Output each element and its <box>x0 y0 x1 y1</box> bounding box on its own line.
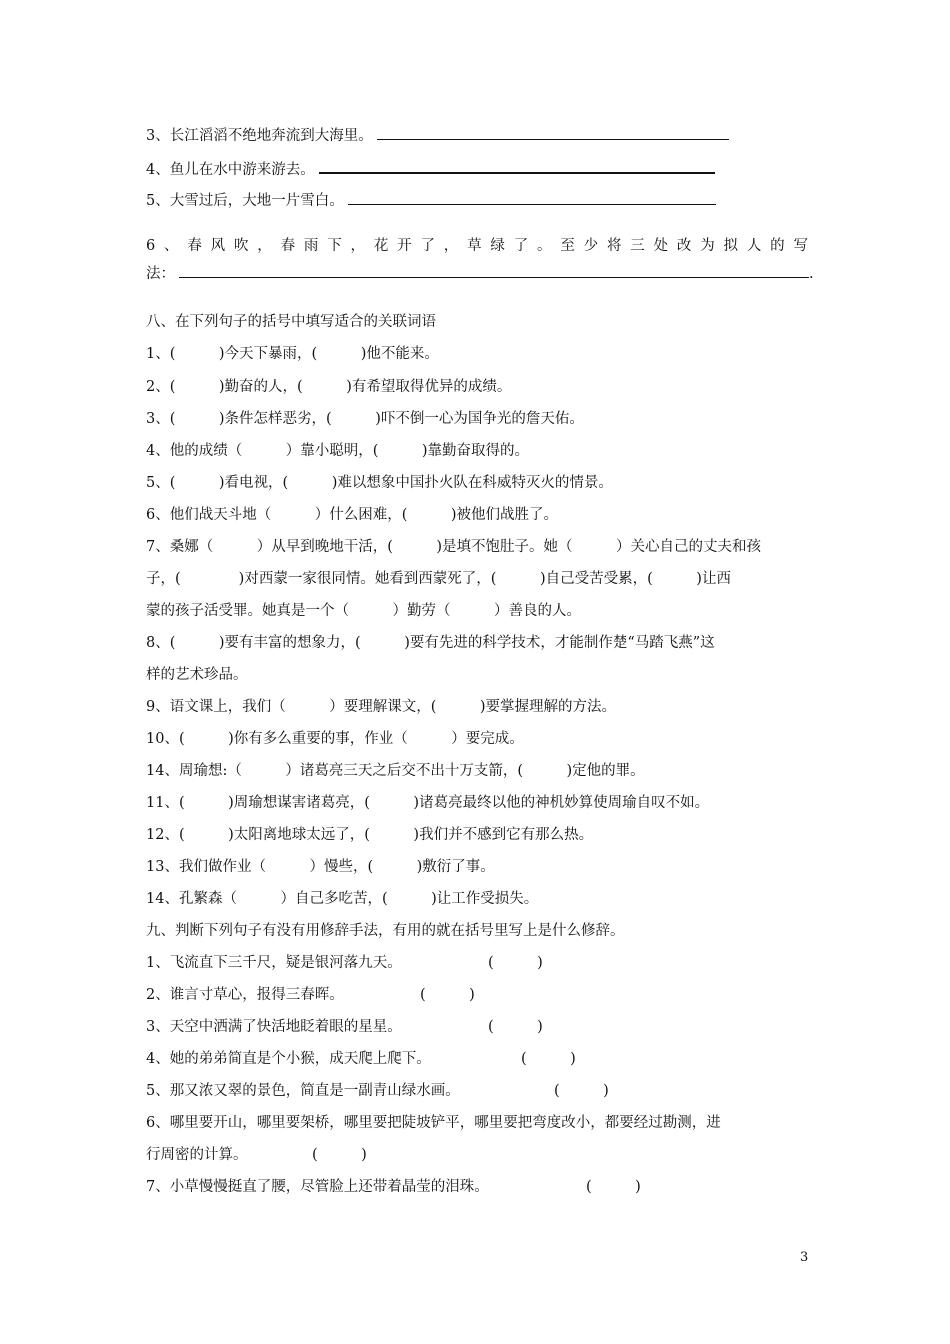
char: 处 <box>653 238 669 254</box>
question-7-3 <box>146 125 729 146</box>
char: 少 <box>583 238 599 254</box>
char: 下 <box>327 238 342 254</box>
fill-item: 3、( )条件怎样恶劣，( )吓不倒一心为国争光的詹天佑。 <box>146 411 584 427</box>
fill-item: 1、( )今天下暴雨，( )他不能来。 <box>146 346 439 362</box>
char: 花 <box>373 238 389 254</box>
question-text: 2、谁言寸草心，报得三春晖。 <box>146 987 344 1003</box>
question-text: 5、大雪过后，大地一片雪白。 <box>146 193 344 209</box>
fill-item: 子，( )对西蒙一家很同情。她看到西蒙死了，( )自己受苦受累，( )让西 <box>146 571 731 587</box>
end-dot: . <box>809 266 814 282</box>
question-text: 5、那又浓又翠的景色，简直是一副青山绿水画。 <box>146 1083 460 1099</box>
fill-item: 8、( )要有丰富的想象力，( )要有先进的科学技术，才能制作楚“马踏飞燕”这 <box>146 635 715 651</box>
char: 春 <box>280 238 296 254</box>
question-text: 1、飞流直下三千尺，疑是银河落九天。 <box>146 955 402 971</box>
question-text: 法： <box>146 266 175 282</box>
answer-blank-line[interactable] <box>348 190 716 205</box>
fill-item: 9、语文课上，我们（ ）要理解课文，( )要掌握理解的方法。 <box>146 699 617 715</box>
char: 开 <box>397 238 412 254</box>
fill-item: 11、( )周瑜想谋害诸葛亮，( )诸葛亮最终以他的神机妙算使周瑜自叹不如。 <box>146 795 710 811</box>
page-number: 3 <box>800 1250 809 1265</box>
answer-blank-line[interactable] <box>179 263 809 278</box>
question-text: 4、她的弟弟简直是个小猴，成天爬上爬下。 <box>146 1051 431 1067</box>
char: 将 <box>606 238 622 254</box>
char: 、 <box>164 238 179 254</box>
char: ， <box>443 238 459 254</box>
char: 拟 <box>723 238 739 254</box>
char: 三 <box>630 238 645 254</box>
question-text: 3、长江滔滔不绝地奔流到大海里。 <box>146 128 373 144</box>
answer-parentheses[interactable]: ( ) <box>521 1051 576 1067</box>
answer-parentheses[interactable]: ( ) <box>488 1019 543 1035</box>
fill-item: 14、周瑜想:（ ）诸葛亮三天之后交不出十万支箭，( )定他的罪。 <box>146 763 645 779</box>
char: 人 <box>746 238 762 254</box>
fill-item: 样的艺术珍品。 <box>146 667 248 683</box>
char: 草 <box>467 238 482 254</box>
fill-item: 2、( )勤奋的人，( )有希望取得优异的成绩。 <box>146 379 512 395</box>
question-7-6-line2 <box>146 263 814 284</box>
rhetoric-item <box>146 1145 367 1165</box>
char: 吹 <box>233 238 249 254</box>
rhetoric-item <box>146 953 543 973</box>
answer-parentheses[interactable]: ( ) <box>554 1083 609 1099</box>
question-7-5 <box>146 190 716 211</box>
rhetoric-item <box>146 1081 609 1101</box>
question-text: 4、鱼儿在水中游来游去。 <box>146 162 315 178</box>
fill-item: 蒙的孩子活受罪。她真是一个（ ）勤劳（ ）善良的人。 <box>146 603 581 619</box>
char: 了 <box>420 238 435 254</box>
rhetoric-item <box>146 985 475 1005</box>
answer-blank-line[interactable] <box>319 158 715 174</box>
answer-parentheses[interactable]: ( ) <box>488 955 543 971</box>
char: 春 <box>187 238 202 254</box>
answer-parentheses[interactable]: ( ) <box>420 987 475 1003</box>
rhetoric-item <box>146 1049 576 1069</box>
fill-item: 14、孔繁森（ ）自己多吃苦，( )让工作受损失。 <box>146 891 539 907</box>
rhetoric-item <box>146 1177 641 1197</box>
char: 风 <box>210 238 226 254</box>
question-text: 行周密的计算。 <box>146 1147 248 1163</box>
question-7-6-line1 <box>146 236 808 256</box>
char: ， <box>257 238 272 254</box>
rhetoric-item <box>146 1113 721 1133</box>
answer-blank-line[interactable] <box>377 125 729 140</box>
char: 绿 <box>490 238 505 254</box>
question-7-4 <box>146 158 715 180</box>
char: 改 <box>676 238 692 254</box>
char: 的 <box>770 238 785 254</box>
char: ， <box>350 238 366 254</box>
rhetoric-item <box>146 1017 543 1037</box>
char: 写 <box>793 238 808 254</box>
fill-item: 5、( )看电视，( )难以想象中国扑火队在科威特灭火的情景。 <box>146 475 613 491</box>
char: 雨 <box>303 238 319 254</box>
section-9-title: 九、判断下列句子有没有用修辞手法，有用的就在括号里写上是什么修辞。 <box>146 923 625 939</box>
answer-parentheses[interactable]: ( ) <box>586 1179 641 1195</box>
fill-item: 10、( )你有多么重要的事，作业（ ）要完成。 <box>146 731 524 747</box>
char: 为 <box>700 238 715 254</box>
char: 了 <box>513 238 529 254</box>
question-text: 3、天空中洒满了快活地眨着眼的星星。 <box>146 1019 402 1035</box>
fill-item: 4、他的成绩（ ）靠小聪明，( )靠勤奋取得的。 <box>146 443 530 459</box>
section-8-title: 八、在下列句子的括号中填写适合的关联词语 <box>146 314 436 330</box>
answer-parentheses[interactable]: ( ) <box>312 1147 367 1163</box>
fill-item: 12、( )太阳离地球太远了，( )我们并不感到它有那么热。 <box>146 827 594 843</box>
fill-item: 6、他们战天斗地（ ）什么困难，( )被他们战胜了。 <box>146 507 559 523</box>
fill-item: 13、我们做作业（ ）慢些，( )敷衍了事。 <box>146 859 495 875</box>
fill-item: 7、桑娜（ ）从早到晚地干活，( )是填不饱肚子。她（ ）关心自己的丈夫和孩 <box>146 539 762 555</box>
char: 至 <box>560 238 575 254</box>
char: 。 <box>537 238 552 254</box>
question-text: 7、小草慢慢挺直了腰，尽管脸上还带着晶莹的泪珠。 <box>146 1179 489 1195</box>
question-text: 6、哪里要开山，哪里要架桥，哪里要把陡坡铲平，哪里要把弯度改小，都要经过勘测，进 <box>146 1115 721 1131</box>
char: 6 <box>146 238 156 254</box>
